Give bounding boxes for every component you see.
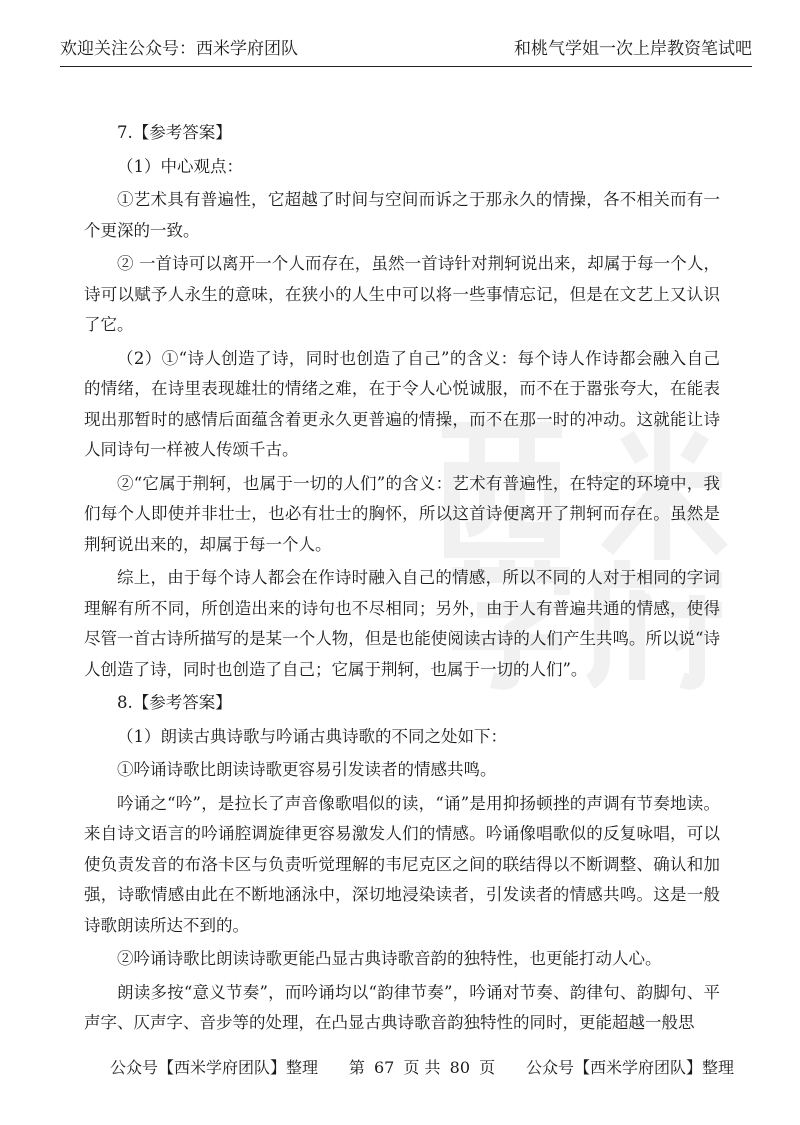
footer-left-text: 公众号【西米学府团队】整理 xyxy=(110,1058,319,1077)
page-header xyxy=(60,38,752,67)
page-mid: 页 共 xyxy=(403,1058,441,1077)
page-number xyxy=(347,1057,497,1079)
paragraph: ②吟诵诗歌比朗读诗歌更能凸显古典诗歌音韵的独特性，也更能打动人心。 xyxy=(117,949,662,968)
paragraph: （2）①“诗人创造了诗，同时也创造了自己”的含义：每个诗人作诗都会融入自己的情绪，在诗里表现雄壮的情绪之难，在于令人心悦诚服，而不在于嚣张夸大，在能表现出那暂时的感情后面蕴含着更永久更普遍的情操，而不在那一时的冲动。这就能让诗人同诗句一样被人传颂千古。 xyxy=(84,348,720,459)
paragraph: 吟诵之“吟”，是拉长了声音像歌唱似的读，“诵”是用抑扬顿挫的声调有节奏地读。来自诗文语言的吟诵腔调旋律更容易激发人们的情感。吟诵像唱歌似的反复咏唱，可以使负责发音的布洛卡区与负责听觉理解的韦尼克区之间的联结得以不断调整、确认和加强，诗歌情感由此在不断地涵泳中，深切地浸染读者，引发读者的情感共鸣。这是一般诗歌朗读所达不到的。 xyxy=(84,793,720,935)
paragraph: ①艺术具有普遍性，它超越了时间与空间而诉之于那永久的情操，各不相关而有一个更深的一致。 xyxy=(84,190,720,240)
page-current: 67 xyxy=(374,1058,395,1077)
answer-heading-7: 7.【参考答案】 xyxy=(117,123,232,142)
footer-right-text: 公众号【西米学府团队】整理 xyxy=(525,1058,734,1077)
paragraph: 朗读多按“意义节奏”，而吟诵均以“韵律节奏”，吟诵对节奏、韵律句、韵脚句、平声字、仄声字、音步等的处理，在凸显古典诗歌音韵独特性的同时，更能超越一般思 xyxy=(84,982,720,1032)
paragraph: ② 一首诗可以离开一个人而存在，虽然一首诗针对荆轲说出来，却属于每一个人，诗可以赋予人永生的意味，在狭小的人生中可以将一些事情忘记，但是在文艺上又认识了它。 xyxy=(84,254,720,334)
header-left-text: 欢迎关注公众号：西米学府团队 xyxy=(60,39,298,59)
page-prefix: 第 xyxy=(348,1058,365,1077)
page-suffix: 页 xyxy=(479,1058,496,1077)
answer-heading-8: 8.【参考答案】 xyxy=(117,693,232,712)
paragraph: （1）中心观点： xyxy=(117,156,243,176)
paragraph: （1）朗读古典诗歌与吟诵古典诗歌的不同之处如下： xyxy=(117,726,507,746)
page-footer xyxy=(110,1057,734,1079)
page-total: 80 xyxy=(449,1058,470,1077)
header-right-text: 和桃气学姐一次上岸教资笔试吧 xyxy=(514,39,752,59)
document-body xyxy=(84,118,720,1042)
paragraph: ①吟诵诗歌比朗读诗歌更容易引发读者的情感共鸣。 xyxy=(117,760,497,779)
paragraph: ②“它属于荆轲，也属于一切的人们”的含义：艺术有普遍性，在特定的环境中，我们每个人即使并非壮士，也必有壮士的胸怀，所以这首诗便离开了荆轲而存在。虽然是荆轲说出来的，却属于每一个人。 xyxy=(84,473,720,554)
paragraph: 综上，由于每个诗人都会在作诗时融入自己的情感，所以不同的人对于相同的字词理解有所不同，所创造出来的诗句也不尽相同；另外，由于人有普遍共通的情感，使得尽管一首古诗所描写的是某一个人物，但是也能使阅读古诗的人们产生共鸣。所以说“诗人创造了诗，同时也创造了自己；它属于荆轲，也属于一切的人们”。 xyxy=(84,568,720,679)
